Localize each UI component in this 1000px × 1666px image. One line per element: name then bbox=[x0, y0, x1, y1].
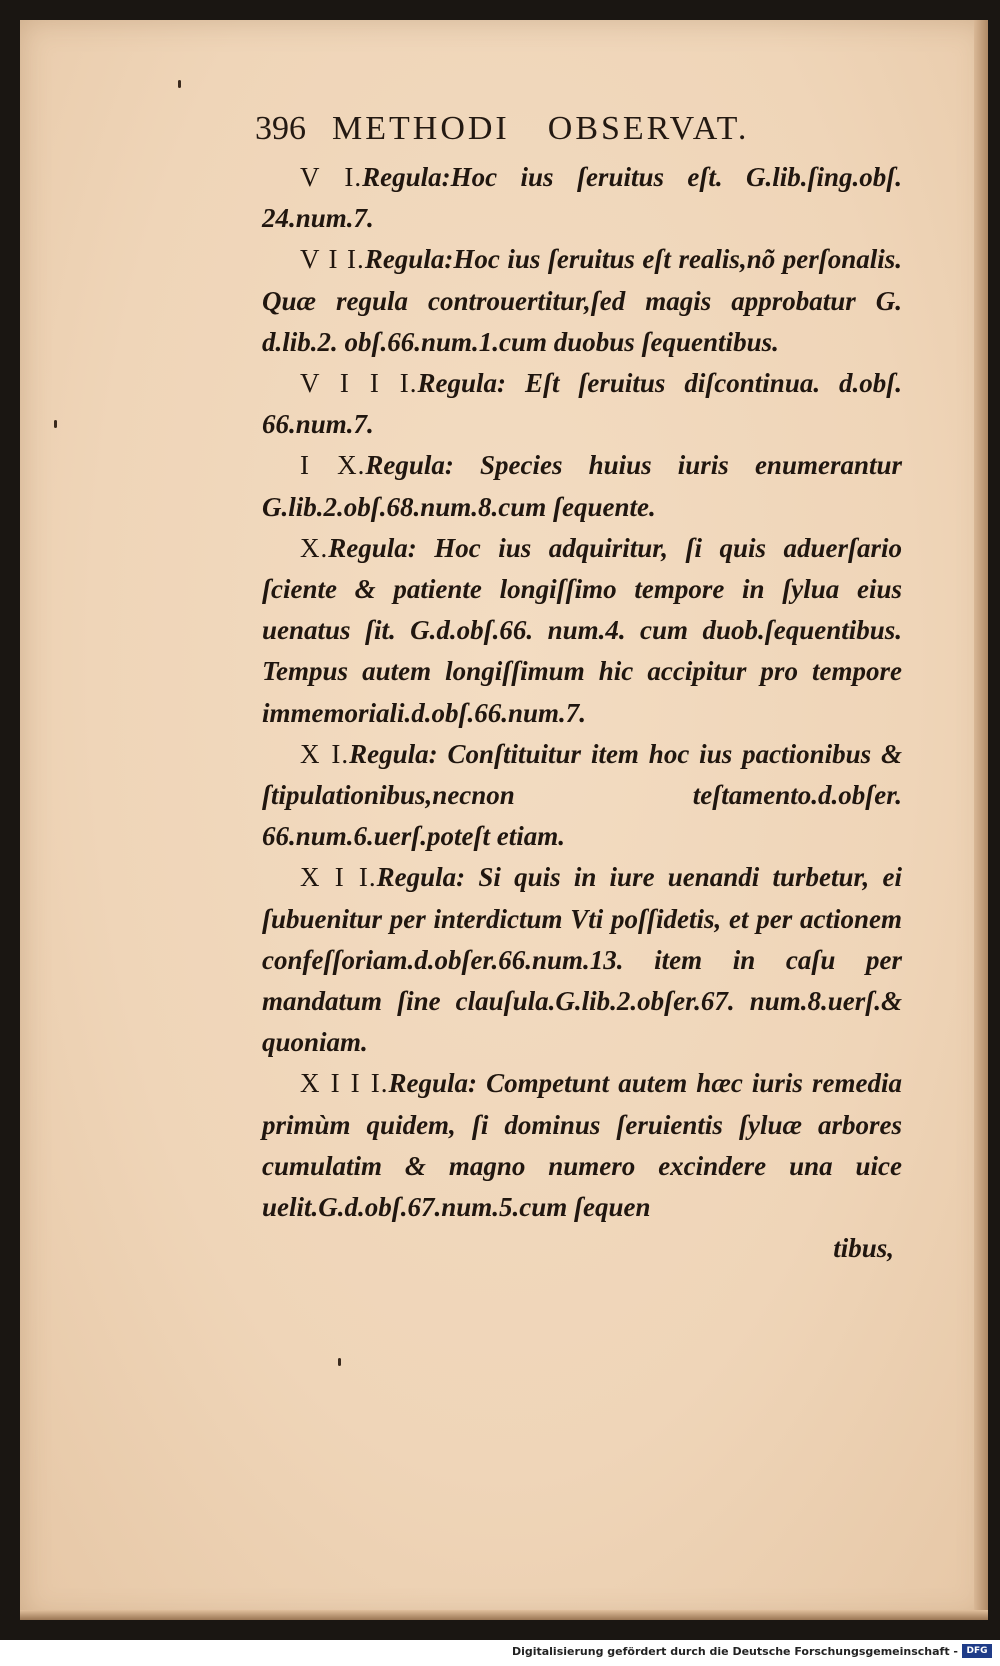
dfg-logo: DFG bbox=[962, 1644, 992, 1658]
rule-numeral: X I I I. bbox=[300, 1068, 389, 1099]
running-title-word: OBSERVAT. bbox=[547, 110, 750, 147]
rule-paragraph bbox=[262, 239, 902, 363]
rule-paragraph bbox=[262, 445, 902, 527]
rule-paragraph bbox=[262, 528, 902, 734]
rule-text: Regula: Competunt autem hæc iuris remedia primùm quidem, ſi dominus ſeruientis ſyluæ arbores cumulatim & magno numero excindere una uice uelit.G.d.obſ.67.num.5.cum ſequen bbox=[262, 1068, 902, 1223]
body-text bbox=[262, 157, 902, 1269]
rule-text: Regula: Si quis in iure uenandi turbetur, ei ſubuenitur per interdictum Vti poſſidetis, et per actionem confeſſoriam.d.obſer.66.num.13. item in caſu per mandatum ſine clauſula.G.lib.2.obſer.67. num.8.uerſ.& quoniam. bbox=[262, 862, 902, 1058]
rule-numeral: V I. bbox=[300, 162, 363, 192]
rule-text: Regula: Species huius iuris enumerantur G.lib.2.obſ.68.num.8.cum ſequente. bbox=[262, 450, 902, 522]
running-title-word: METHODI bbox=[332, 110, 510, 147]
paper-speck bbox=[178, 80, 181, 88]
rule-paragraph bbox=[262, 157, 902, 239]
digitization-credit: Digitalisierung gefördert durch die Deutsche Forschungsgemeinschaft - bbox=[511, 1645, 958, 1658]
rule-numeral: V I I. bbox=[300, 244, 365, 275]
rule-paragraph bbox=[262, 363, 902, 445]
rule-text: Regula:Hoc ius ſeruitus eſt realis,nõ perſonalis. Quæ regula controuertitur,ſed magis approbatur G. d.lib.2. obſ.66.num.1.cum duobus ſequentibus. bbox=[262, 244, 902, 357]
paper-speck bbox=[54, 420, 57, 428]
rule-numeral: I X. bbox=[300, 450, 366, 481]
page-edge-bottom bbox=[20, 1610, 988, 1620]
rule-text: Regula: Eſt ſeruitus diſcontinua. d.obſ. 66.num.7. bbox=[262, 368, 903, 440]
rule-text: Regula: Hoc ius adquiritur, ſi quis aduerſario ſciente & patiente longiſſimo tempore in ſylua eius uenatus ſit. G.d.obſ.66. num.4. cum duob.ſequentibus. Tempus autem longiſſimum hic accipitur pro tempore immemoriali.d.obſ.66.num.7. bbox=[262, 532, 902, 728]
rule-text: Regula: Conſtituitur item hoc ius pactionibus & ſtipulationibus,necnon teſtamento.d.obſer. 66.num.6.uerſ.poteſt etiam. bbox=[262, 738, 902, 852]
running-head bbox=[255, 110, 895, 148]
rule-numeral: V I I I. bbox=[300, 368, 418, 399]
rule-numeral: X. bbox=[300, 532, 329, 563]
page-number: 396 bbox=[255, 110, 306, 147]
catchword: tibus, bbox=[833, 1233, 894, 1264]
page-edge-right bbox=[974, 20, 988, 1620]
rule-paragraph bbox=[262, 857, 902, 1063]
rule-numeral: X I I. bbox=[300, 862, 377, 893]
paper-speck bbox=[338, 1358, 341, 1366]
rule-paragraph bbox=[262, 1063, 902, 1228]
rule-paragraph bbox=[262, 734, 902, 858]
rule-numeral: X I. bbox=[300, 738, 350, 769]
rule-text: Regula:Hoc ius ſeruitus eſt. G.lib.ſing.obſ. 24.num.7. bbox=[262, 162, 902, 234]
